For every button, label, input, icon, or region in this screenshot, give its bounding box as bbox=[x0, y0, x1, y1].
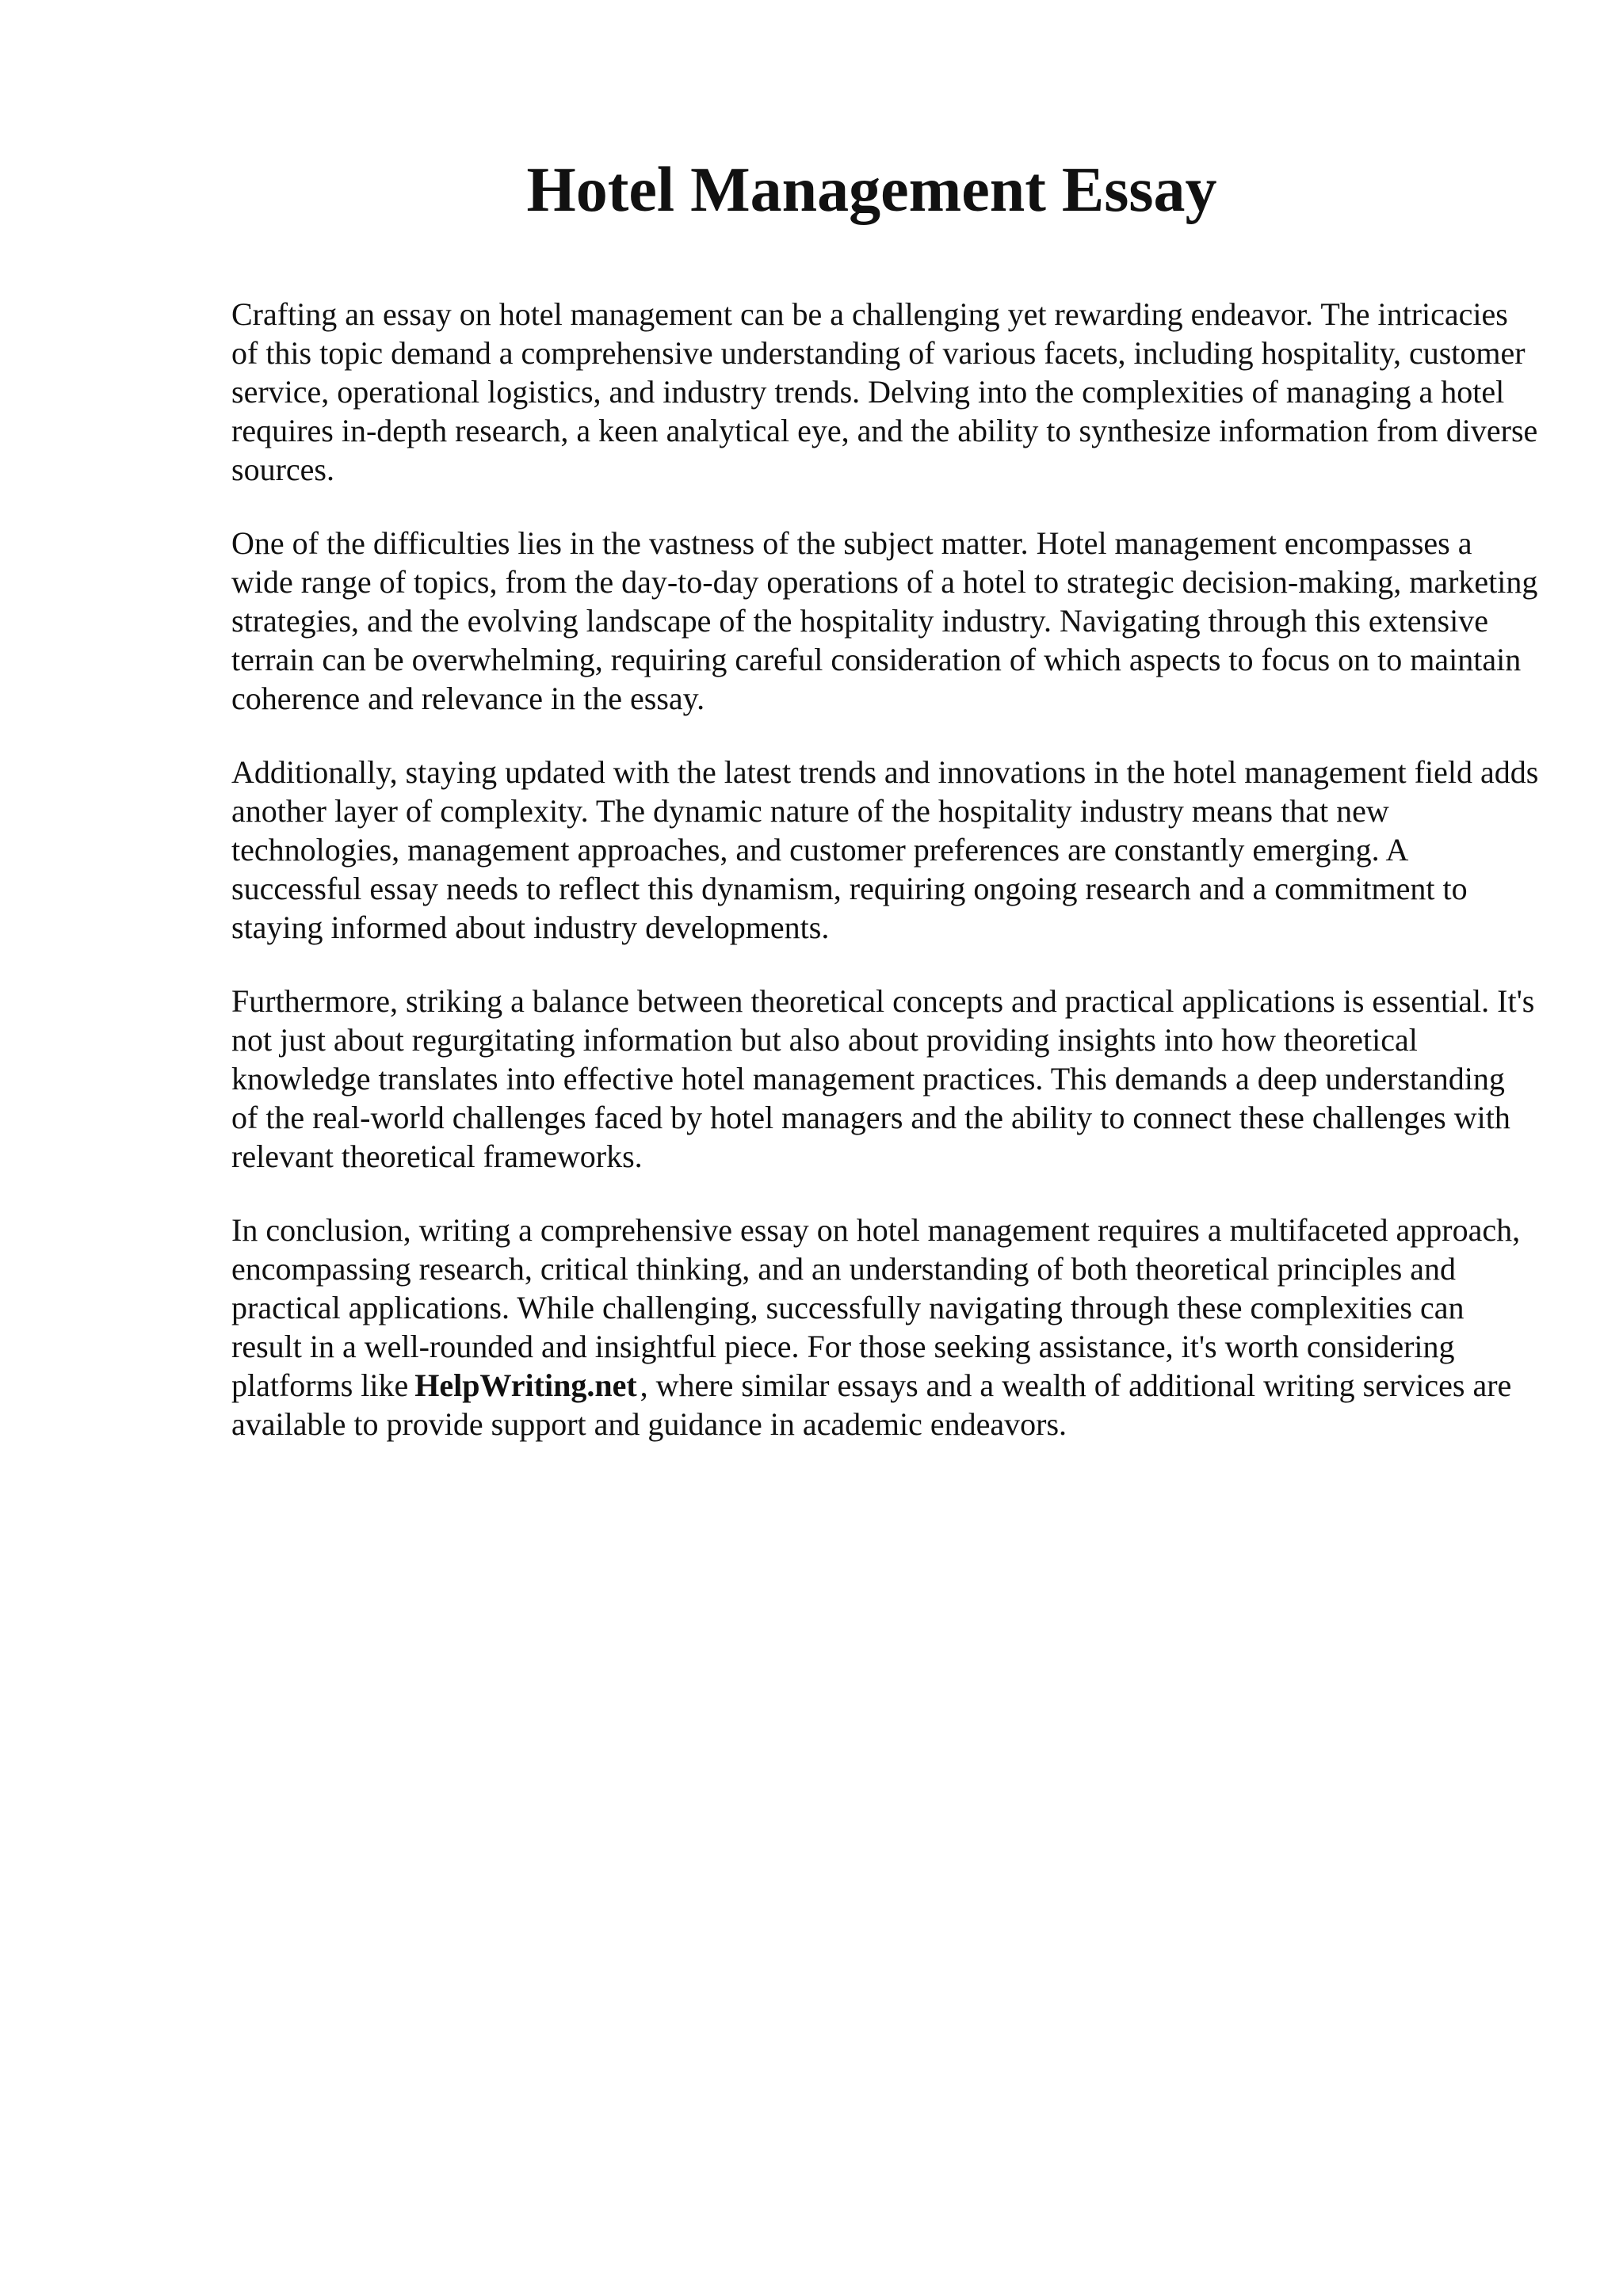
conclusion-text-end: , where similar essays and a wealth of additional writing services are available to provide support and guidance in academic endeavors. bbox=[231, 1367, 1512, 1442]
paragraph-4: Furthermore, striking a balance between theoretical concepts and practical applications is essential. It's not just about regurgitating information but also about providing insights into how theoretical knowledge translates into effective hotel management practices. This demands a deep understanding of the real-world challenges faced by hotel managers and the ability to connect these challenges with relevant theoretical frameworks. bbox=[231, 983, 1535, 1174]
paragraph-3: Additionally, staying updated with the latest trends and innovations in the hotel management field adds another layer of complexity. The dynamic nature of the hospitality industry means that new technologies, management approaches, and customer preferences are constantly emerging. A successful essay needs to reflect this dynamism, requiring ongoing research and a commitment to staying informed about industry developments. bbox=[231, 754, 1539, 945]
paragraph-1: Crafting an essay on hotel management can be a challenging yet rewarding endeavor. The intricacies of this topic demand a comprehensive understanding of various facets, including hospitality, customer service, operational logistics, and industry trends. Delving into the complexities of managing a hotel requires in-depth research, a keen analytical eye, and the ability to synthesize information from diverse sources. bbox=[231, 296, 1538, 487]
conclusion-text-start: In conclusion, writing a comprehensive essay on hotel management requires a multifaceted approach, encompassing research, critical thinking, and an understanding of both theoretical principles and practical applications. While challenging, successfully navigating through these complexities can result in a well-rounded and insightful piece. For those seeking assistance, it's worth considering platforms like bbox=[231, 1212, 1521, 1403]
paragraph-2: One of the difficulties lies in the vastness of the subject matter. Hotel management encompasses a wide range of topics, from the day-to-day operations of a hotel to strategic decision-making, marketing strategies, and the evolving landscape of the hospitality industry. Navigating through this extensive terrain can be overwhelming, requiring careful consideration of which aspects to focus on to maintain coherence and relevance in the essay. bbox=[231, 525, 1538, 716]
page-title: Hotel Management Essay bbox=[526, 155, 1217, 225]
paragraph-conclusion bbox=[231, 1211, 1539, 1444]
helpwriting-link: HelpWriting.net bbox=[414, 1367, 637, 1403]
essay-body bbox=[231, 295, 1539, 1478]
